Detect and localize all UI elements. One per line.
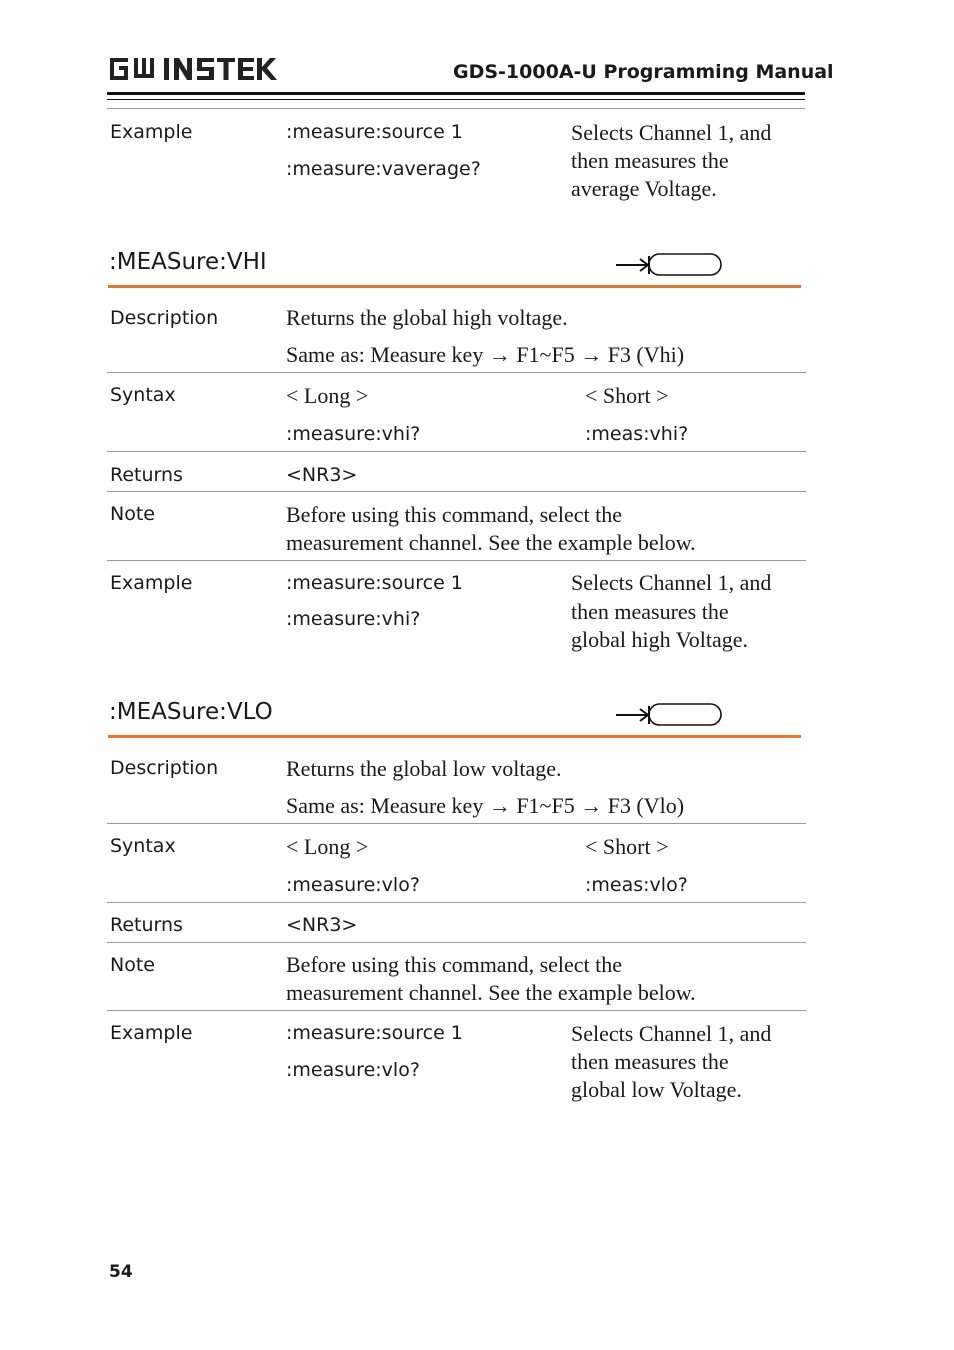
syntax-short-command: :meas:vhi? <box>585 423 689 445</box>
arrow-into-pill-icon <box>614 702 724 732</box>
section-title: :MEASure:VHI <box>109 249 267 275</box>
section-rule <box>108 735 801 738</box>
description-text: Returns the global high voltage. <box>286 305 568 330</box>
note-text: measurement channel. See the example below. <box>286 980 696 1005</box>
example-description: then measures the <box>571 148 729 173</box>
header-rule-thick <box>107 92 805 95</box>
syntax-short-command: :meas:vlo? <box>585 874 688 896</box>
description-label: Description <box>110 307 219 329</box>
example-description: global low Voltage. <box>571 1077 742 1102</box>
example-label: Example <box>110 1022 193 1044</box>
note-text: Before using this command, select the <box>286 952 623 977</box>
row-divider <box>107 1010 806 1011</box>
row-divider <box>107 560 806 561</box>
example-command: :measure:vhi? <box>286 608 421 630</box>
description-text: Same as: Measure key → F1~F5 → F3 (Vhi) <box>286 342 685 367</box>
syntax-long-header: < Long > <box>286 383 369 408</box>
example-description: Selects Channel 1, and <box>571 120 772 145</box>
note-text: measurement channel. See the example below. <box>286 530 696 555</box>
syntax-long-header: < Long > <box>286 834 369 859</box>
returns-value: <NR3> <box>286 914 358 936</box>
row-divider <box>107 902 806 903</box>
example-command: :measure:vlo? <box>286 1059 420 1081</box>
manual-title: GDS-1000A-U Programming Manual <box>453 61 834 83</box>
row-divider <box>107 372 806 373</box>
syntax-short-header: < Short > <box>585 834 669 859</box>
returns-label: Returns <box>110 914 183 936</box>
arrow-into-pill-icon <box>614 252 724 282</box>
row-divider <box>107 942 806 943</box>
note-text: Before using this command, select the <box>286 502 623 527</box>
header-rule-thin <box>107 99 805 100</box>
syntax-long-command: :measure:vlo? <box>286 874 420 896</box>
example-command: :measure:source 1 <box>286 1022 463 1044</box>
section-title: :MEASure:VLO <box>109 699 273 725</box>
example-description: Selects Channel 1, and <box>571 1021 772 1046</box>
row-divider <box>107 451 806 452</box>
example-command: :measure:source 1 <box>286 121 463 143</box>
gw-instek-logo <box>108 54 280 88</box>
syntax-label: Syntax <box>110 835 176 857</box>
example-command: :measure:source 1 <box>286 572 463 594</box>
syntax-long-command: :measure:vhi? <box>286 423 421 445</box>
example-label: Example <box>110 121 193 143</box>
description-label: Description <box>110 757 219 779</box>
note-label: Note <box>110 954 155 976</box>
returns-value: <NR3> <box>286 464 358 486</box>
example-description: Selects Channel 1, and <box>571 570 772 595</box>
returns-label: Returns <box>110 464 183 486</box>
row-divider <box>107 108 805 109</box>
description-text: Returns the global low voltage. <box>286 756 562 781</box>
example-description: then measures the <box>571 1049 729 1074</box>
row-divider <box>107 823 806 824</box>
example-description: global high Voltage. <box>571 627 749 652</box>
page-number: 54 <box>109 1262 133 1282</box>
syntax-short-header: < Short > <box>585 383 669 408</box>
example-command: :measure:vaverage? <box>286 158 481 180</box>
note-label: Note <box>110 503 155 525</box>
description-text: Same as: Measure key → F1~F5 → F3 (Vlo) <box>286 793 685 818</box>
section-rule <box>108 285 801 288</box>
syntax-label: Syntax <box>110 384 176 406</box>
example-description: average Voltage. <box>571 176 717 201</box>
example-description: then measures the <box>571 599 729 624</box>
row-divider <box>107 491 806 492</box>
example-label: Example <box>110 572 193 594</box>
